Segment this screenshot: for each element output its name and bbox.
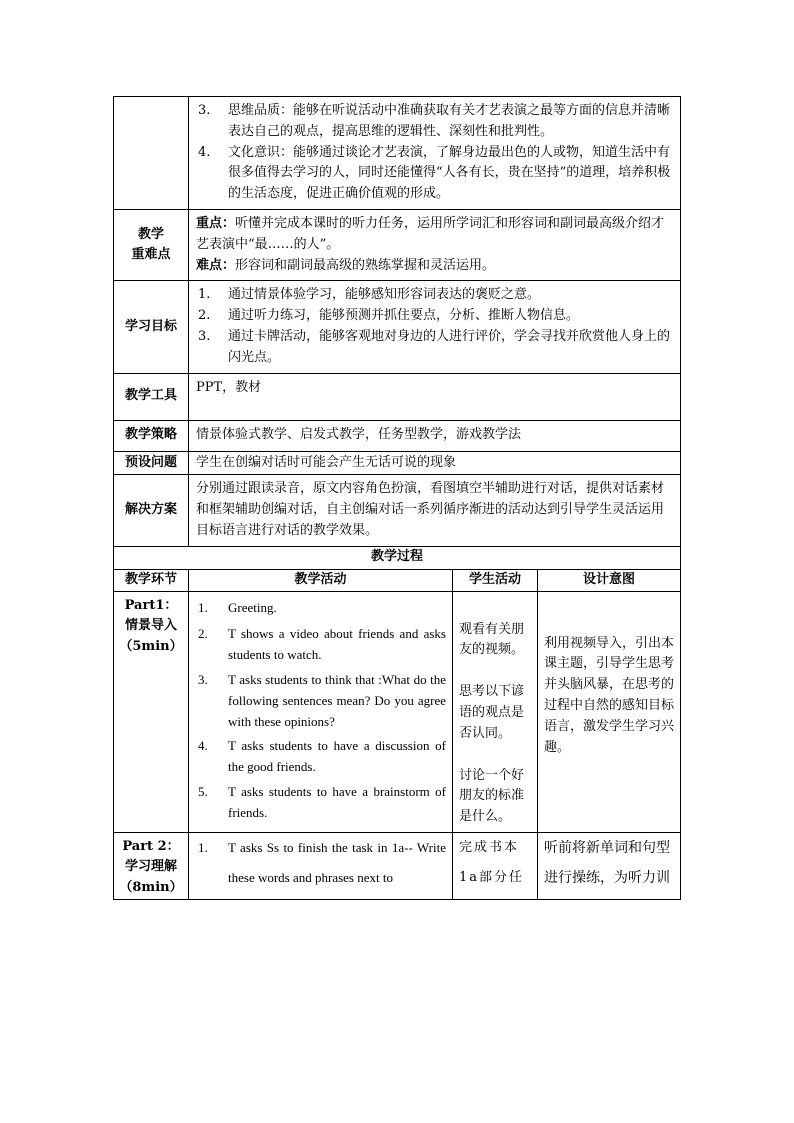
part1-name-line1: Part1： [124,597,178,613]
part1-student-activities [453,591,538,832]
difficulty-text: 形容词和副词最高级的熟练掌握和灵活运用。 [235,257,496,273]
header-stage: 教学环节 [114,569,189,591]
part1-name-line3: （5min） [119,639,183,655]
header-student: 学生活动 [453,569,538,591]
part1-stage [114,591,189,832]
process-title-row [114,546,681,569]
strategy-row [114,420,681,451]
focus-label: 重点： [196,215,236,231]
activity-num: 5. [198,783,208,799]
objectives-content [189,97,681,210]
activity-item [196,782,446,824]
objective-item [196,143,674,205]
goals-label: 学习目标 [114,281,189,373]
key-points-label-line1: 教学 [137,227,164,243]
goal-text: 通过听力练习，能够预测并抓住要点，分析、推断人物信息。 [228,308,580,324]
part1-name-line2: 情景导入 [124,618,177,634]
focus-text: 听懂并完成本课时的听力任务，运用所学词汇和形容词和副词最高级介绍才艺表演中“最……的人”。 [196,215,665,252]
student-activity: 讨论一个好朋友的标准是什么。 [459,767,525,825]
part2-name-line2: 学习理解 [124,859,177,875]
activity-num: 2. [198,626,208,642]
strategy-label: 教学策略 [114,420,189,451]
objective-text: 文化意识：能够通过谈论才艺表演，了解身边最出色的人或物，知道生活中有很多值得去学习的人，同时还能懂得“人各有长，贵在坚持”的道理，培养积极的生活态度，促进正确价值观的形成。 [228,144,671,202]
activity-item [196,833,446,893]
goal-num: 1. [198,287,211,303]
objectives-label-cell [114,97,189,210]
student-activity: 思考以下谚语的观点是否认同。 [459,684,525,741]
activity-text: T asks Ss to finish the task in 1a-- Write these words and phrases next to [228,839,446,885]
part2-name-line3: （8min） [119,880,183,896]
difficulty-paragraph [196,256,674,277]
activity-num: 4. [198,738,208,754]
part2-activities [189,832,453,899]
goal-item [196,327,674,369]
key-points-label [114,209,189,280]
goal-item [196,285,674,306]
difficulty-label: 难点： [196,257,236,273]
goal-num: 3. [198,328,211,344]
objective-num: 3. [198,103,211,118]
part1-activities [189,591,453,832]
part2-student-activity: 完成书本1a部分任 [453,832,538,899]
header-activity: 教学活动 [189,569,453,591]
tools-value: PPT，教材 [189,373,681,420]
tools-row [114,373,681,420]
part1-row [114,591,681,832]
problem-value: 学生在创编对话时可能会产生无话可说的现象 [189,451,681,475]
activity-text: T asks students to have a discussion of the good friends. [228,738,446,775]
lesson-plan-table [113,96,681,900]
student-activity: 观看有关朋友的视频。 [459,621,525,658]
problem-label: 预设问题 [114,451,189,475]
activity-num: 1. [198,839,208,855]
strategy-value: 情景体验式教学、启发式教学，任务型教学，游戏教学法 [189,420,681,451]
key-points-row [114,209,681,280]
goals-row [114,281,681,373]
goal-text: 通过卡牌活动，能够客观地对身边的人进行评价，学会寻找并欣赏他人身上的闪光点。 [228,328,671,365]
goal-num: 2. [198,308,211,324]
activity-text: T shows a video about friends and asks students to watch. [228,626,446,663]
key-points-label-line2: 重难点 [131,247,171,263]
objective-num: 4. [198,144,211,160]
part2-row [114,832,681,899]
goal-item [196,306,674,327]
key-points-content [189,209,681,280]
header-design: 设计意图 [538,569,681,591]
goals-content [189,281,681,373]
solution-row [114,475,681,546]
activity-text: T asks students to think that :What do the following sentences mean? Do you agree with these opinions? [228,671,446,729]
solution-label: 解决方案 [114,475,189,546]
goal-text: 通过情景体验学习，能够感知形容词表达的褒贬之意。 [228,287,541,303]
activity-num: 3. [198,671,208,687]
activity-item [196,670,446,732]
objective-item [196,101,674,143]
activity-num: 1. [198,599,208,615]
problem-row [114,451,681,475]
solution-value: 分别通过跟读录音，原文内容角色扮演，看图填空半辅助进行对话，提供对话素材和框架辅助创编对话，自主创编对话一系列循序渐进的活动达到引导学生灵活运用目标语言进行对话的教学效果。 [189,475,681,546]
activity-text: Greeting. [228,599,277,615]
objectives-row [114,97,681,210]
process-header-row [114,569,681,591]
activity-item [196,598,446,619]
activity-item [196,624,446,666]
part2-name-line1: Part 2： [122,838,180,854]
activity-text: T asks students to have a brainstorm of friends. [228,783,446,820]
activity-item [196,736,446,778]
objective-text: 思维品质：能够在听说活动中准确获取有关才艺表演之最等方面的信息并清晰表达自己的观点，提高思维的逻辑性、深刻性和批判性。 [228,103,671,139]
part1-design-intent: 利用视频导入，引出本课主题，引导学生思考并头脑风暴，在思考的过程中自然的感知目标语言，激发学生学习兴趣。 [538,591,681,832]
focus-paragraph [196,214,674,256]
part2-design-intent: 听前将新单词和句型进行操练，为听力训 [538,832,681,899]
part2-stage [114,832,189,899]
tools-label: 教学工具 [114,373,189,420]
process-title: 教学过程 [114,546,681,569]
